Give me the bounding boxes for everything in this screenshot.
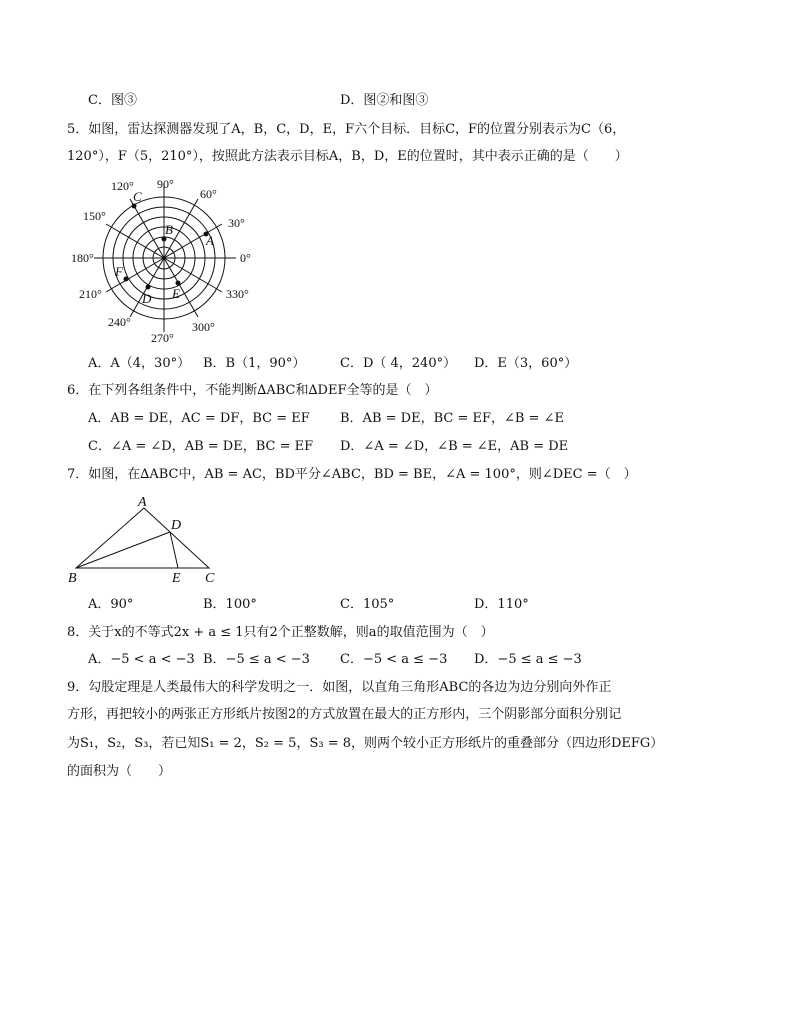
q9-stem-line1: 9．勾股定理是人类最伟大的科学发明之一．如图，以直角三角形ABC的各边为边分别向外作正: [67, 680, 612, 695]
radar-angle-0: 0°: [240, 251, 251, 265]
q6-option-c: C．∠A = ∠D，AB = DE，BC = EF: [88, 439, 314, 454]
radar-angle-210: 210°: [79, 287, 102, 301]
radar-angle-120: 120°: [111, 179, 134, 193]
q8-option-c: C．−5 < a ≤ −3: [340, 652, 448, 667]
target-c-point: [132, 204, 137, 209]
q6-stem: 6．在下列各组条件中，不能判断∆ABC和∆DEF全等的是（ ）: [67, 383, 438, 398]
q7-option-c: C．105°: [340, 597, 395, 612]
vertex-a-label: A: [138, 495, 147, 510]
vertex-c-label: C: [205, 571, 215, 586]
target-e-point: [176, 281, 181, 286]
q5-stem-line2: 120°），F（5，210°），按照此方法表示目标A，B，D，E的位置时，其中表示正确的是（ ）: [67, 149, 628, 164]
q9-stem-line3: 为S₁，S₂，S₃，若已知S₁ = 2，S₂ = 5，S₃ = 8，则两个较小正方形纸片的重叠部分（四边形DEFG）: [67, 736, 664, 751]
radar-angle-90: 90°: [157, 177, 174, 191]
target-e-label: E: [172, 286, 180, 301]
point-d-label: D: [171, 518, 182, 533]
q4-option-d: D．图②和图③: [340, 93, 429, 108]
target-f-point: [124, 277, 129, 282]
target-c-label: C: [133, 189, 142, 204]
q9-stem-line2: 方形，再把较小的两张正方形纸片按图2的方式放置在最大的正方形内，三个阴影部分面积分别记: [67, 707, 622, 722]
radar-angle-330: 330°: [226, 287, 249, 301]
q7-option-a: A．90°: [88, 597, 134, 612]
q7-option-d: D．110°: [474, 597, 529, 612]
q9-stem-line4: 的面积为（ ）: [67, 764, 172, 779]
q5-option-c: C．D（ 4，240°）: [340, 356, 457, 371]
radar-angle-180: 180°: [71, 251, 94, 265]
point-e-label: E: [172, 571, 181, 586]
radar-diagram: [68, 174, 268, 346]
radar-angle-240: 240°: [108, 315, 131, 329]
q4-option-c: C．图③: [88, 93, 137, 108]
q7-option-b: B．100°: [203, 597, 257, 612]
q7-stem: 7．如图，在∆ABC中，AB = AC，BD平分∠ABC，BD = BE，∠A = 100°，则∠DEC =（ ）: [67, 467, 637, 482]
q5-option-a: A．A（4，30°）: [88, 356, 191, 371]
q6-option-a: A．AB = DE，AC = DF，BC = EF: [88, 411, 310, 426]
triangle-diagram: [66, 492, 226, 586]
radar-angle-30: 30°: [228, 216, 245, 230]
target-a-label: A: [206, 233, 214, 248]
target-b-point: [162, 237, 167, 242]
q8-option-a: A．−5 < a < −3: [88, 652, 195, 667]
q8-stem: 8．关于x的不等式2x + a ≤ 1只有2个正整数解，则a的取值范围为（ ）: [67, 625, 494, 640]
target-d-label: D: [142, 291, 152, 306]
q5-option-b: B．B（1，90°）: [203, 356, 306, 371]
q6-option-b: B．AB = DE，BC = EF，∠B = ∠E: [340, 411, 564, 426]
radar-angle-300: 300°: [192, 320, 215, 334]
q5-option-d: D．E（3，60°）: [474, 356, 578, 371]
radar-angle-150: 150°: [83, 209, 106, 223]
q6-option-d: D．∠A = ∠D，∠B = ∠E，AB = DE: [340, 439, 569, 454]
target-f-label: F: [115, 264, 123, 279]
radar-angle-270: 270°: [151, 331, 174, 345]
q5-stem-line1: 5．如图，雷达探测器发现了A，B，C，D，E，F六个目标．目标C，F的位置分别表示为C（6，: [67, 122, 626, 137]
q8-option-b: B．−5 ≤ a < −3: [203, 652, 310, 667]
vertex-b-label: B: [68, 571, 77, 586]
q8-option-d: D．−5 ≤ a ≤ −3: [474, 652, 582, 667]
target-b-label: B: [165, 222, 173, 237]
target-d-point: [146, 285, 151, 290]
radar-angle-60: 60°: [200, 187, 217, 201]
